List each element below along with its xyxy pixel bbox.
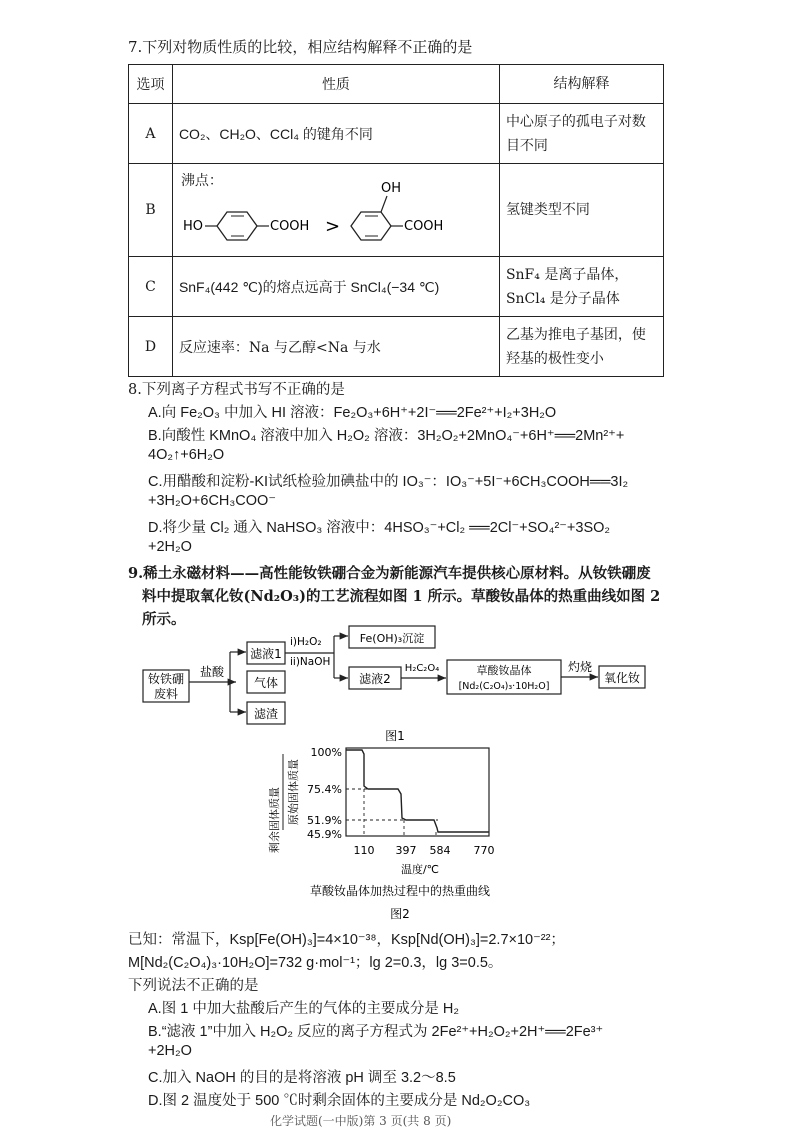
table-row: [129, 104, 664, 164]
tga-xtick: 770: [473, 844, 495, 857]
q7-title: 7.下列对物质性质的比较，相应结构解释不正确的是: [128, 38, 473, 56]
flow-chart-figure1: [0, 620, 800, 750]
filtrate2-label: 滤液2: [359, 672, 391, 686]
q8-option-b-line1: B.向酸性 KMnO₄ 溶液中加入 H₂O₂ 溶液：3H₂O₂+2MnO₄⁻+6H⁺══2Mn²⁺+: [148, 428, 625, 444]
tga-ytick: 75.4%: [307, 783, 342, 796]
oxalic-acid-label: H₂C₂O₄: [404, 663, 440, 674]
row-option: B: [129, 164, 173, 257]
row-option: D: [129, 317, 173, 377]
q8-option-c-line2: +3H₂O+6CH₃COO⁻: [148, 493, 276, 509]
hcl-label: 盐酸: [199, 665, 225, 679]
row-explanation: SnF₄ 是离子晶体，SnCl₄ 是分子晶体: [499, 257, 663, 317]
q9-known-line2: M[Nd₂(C₂O₄)₃·10H₂O]=732 g·mol⁻¹；lg 2=0.3，lg 3=0.5。: [128, 955, 503, 971]
q9-option-a: A.图 1 中加大盐酸后产生的气体的主要成分是 H₂: [148, 1001, 459, 1017]
q8-option-a: A.向 Fe₂O₃ 中加入 HI 溶液：Fe₂O₃+6H⁺+2I⁻══2Fe²⁺+I₂+3H₂O: [148, 405, 557, 421]
tga-xtick: 110: [353, 844, 375, 857]
q8-option-d-line2: +2H₂O: [148, 539, 192, 555]
tga-xtick: 397: [395, 844, 417, 857]
header-explanation: 结构解释: [499, 65, 663, 104]
tga-ytick: 100%: [310, 746, 342, 759]
page-footer: 化学试题(一中版)第 3 页(共 8 页): [270, 1114, 452, 1128]
tga-ylabel-numerator: 剩余固体质量: [268, 787, 281, 853]
table-row: [129, 317, 664, 377]
row-option: A: [129, 104, 173, 164]
row-property: 沸点：: [180, 173, 223, 189]
table-header-row: [129, 65, 664, 104]
row-explanation: 氢键类型不同: [499, 164, 663, 257]
q9-ask: 下列说法不正确的是: [128, 978, 259, 994]
tga-plot-frame: [346, 748, 489, 836]
filtrate1-label: 滤液1: [250, 647, 282, 661]
figure2-caption: 图2: [390, 907, 410, 921]
row-property: CO₂、CH₂O、CCl₄ 的键角不同: [172, 104, 499, 164]
q9-intro-line1: 9.稀土永磁材料——高性能钕铁硼合金为新能源汽车提供核心原材料。从钕铁硼废: [128, 565, 651, 582]
greater-than-sign: >: [324, 216, 341, 237]
left-ho-label: HO: [182, 219, 203, 234]
row-property: SnF₄(442 ℃)的熔点远高于 SnCl₄(−34 ℃): [172, 257, 499, 317]
step-naoh-label: ii)NaOH: [290, 656, 331, 668]
table-row: [129, 257, 664, 317]
row-property-structures: [172, 164, 499, 257]
q8-option-b-line2: 4O₂↑+6H₂O: [148, 447, 225, 463]
header-property: 性质: [172, 65, 499, 104]
left-cooh-label: COOH: [269, 219, 310, 234]
q8-option-d-line1: D.将少量 Cl₂ 通入 NaHSO₃ 溶液中：4HSO₃⁻+Cl₂ ══2Cl⁻+SO₄²⁻+3SO₂: [148, 520, 611, 536]
q9-option-b-line1: B.“滤液 1”中加入 H₂O₂ 反应的离子方程式为 2Fe²⁺+H₂O₂+2H⁺══2Fe³⁺: [148, 1024, 604, 1040]
step-h2o2-label: i)H₂O₂: [290, 636, 322, 648]
table-row: [129, 164, 664, 257]
q9-option-d: D.图 2 温度处于 500 ℃时剩余固体的主要成分是 Nd₂O₂CO₃: [148, 1093, 531, 1109]
q9-known-line1: 已知：常温下，Ksp[Fe(OH)₃]=4×10⁻³⁸，Ksp[Nd(OH)₃]=2.7×10⁻²²；: [128, 932, 565, 948]
tga-title: 草酸钕晶体加热过程中的热重曲线: [309, 884, 491, 898]
tga-xlabel: 温度/℃: [400, 863, 440, 876]
tga-ytick: 51.9%: [307, 814, 342, 827]
tga-xtick: 584: [429, 844, 451, 857]
neodymium-oxide-label: 氧化钕: [603, 671, 641, 685]
tga-ytick: 45.9%: [307, 828, 342, 841]
right-oh-label: OH: [380, 181, 401, 196]
tga-figure2: [0, 742, 800, 922]
row-property: 反应速率：Na 与乙醇<Na 与水: [172, 317, 499, 377]
feoh3-precipitate-label: Fe(OH)₃沉淀: [359, 632, 425, 645]
oxalate-crystal-label: 草酸钕晶体: [476, 664, 532, 677]
q8-title: 8.下列离子方程式书写不正确的是: [128, 382, 345, 398]
tga-curve: [346, 750, 489, 832]
row-explanation: 乙基为推电子基团，使羟基的极性变小: [499, 317, 663, 377]
figure1-caption: 图1: [385, 729, 405, 743]
raw-material-label-2: 废料: [153, 687, 179, 701]
raw-material-label-1: 钕铁硼: [147, 672, 185, 686]
q9-intro-line3: 所示。: [142, 611, 186, 628]
gas-label: 气体: [253, 676, 279, 690]
header-option: 选项: [129, 65, 173, 104]
residue-label: 滤渣: [253, 707, 279, 721]
q7-table: [128, 64, 664, 377]
row-option: C: [129, 257, 173, 317]
q9-intro-line2: 料中提取氧化钕(Nd₂O₃)的工艺流程如图 1 所示。草酸钕晶体的热重曲线如图 2: [142, 588, 661, 605]
row-explanation: 中心原子的孤电子对数目不同: [499, 104, 663, 164]
right-cooh-label: COOH: [403, 219, 444, 234]
q8-option-c-line1: C.用醋酸和淀粉-KI试纸检验加碘盐中的 IO₃⁻：IO₃⁻+5I⁻+6CH₃COOH══3I₂: [148, 474, 629, 490]
q9-option-b-line2: +2H₂O: [148, 1043, 192, 1059]
calcine-label: 灼烧: [567, 660, 593, 674]
tga-ylabel-denominator: 原始固体质量: [287, 759, 300, 825]
q9-option-c: C.加入 NaOH 的目的是将溶液 pH 调至 3.2～8.5: [148, 1070, 456, 1086]
oxalate-crystal-formula: [Nd₂(C₂O₄)₃·10H₂O]: [458, 681, 550, 692]
